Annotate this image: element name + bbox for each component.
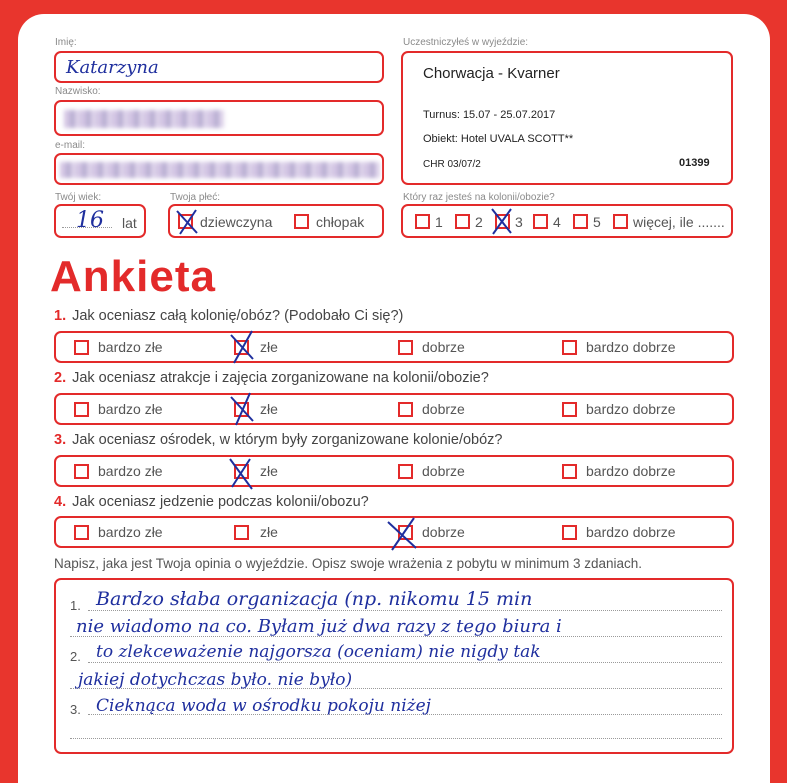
question-2 bbox=[54, 370, 489, 386]
imie-label: Imię: bbox=[55, 37, 77, 48]
opinion-line bbox=[70, 738, 722, 739]
redacted-surname bbox=[64, 110, 224, 128]
q4-option-bardzo-dobrze: bardzo dobrze bbox=[586, 524, 676, 540]
checkbox-raz-5[interactable] bbox=[573, 214, 588, 229]
email-field[interactable] bbox=[54, 153, 384, 185]
checkbox-q3-dobrze[interactable] bbox=[398, 464, 413, 479]
trip-obiekt: Obiekt: Hotel UVALA SCOTT** bbox=[423, 133, 574, 145]
question-1 bbox=[54, 308, 403, 324]
nazwisko-field[interactable] bbox=[54, 100, 384, 136]
trip-code: CHR 03/07/2 bbox=[423, 159, 481, 170]
opinion-handwriting-2: nie wiadomo na co. Byłam już dwa razy z tego biura i bbox=[76, 616, 562, 637]
opinion-handwriting-4: jakiej dotychczas było. nie było) bbox=[78, 670, 353, 690]
question-3-number: 3. bbox=[54, 432, 67, 448]
ktory-raz-field bbox=[401, 204, 733, 238]
raz-option-5: 5 bbox=[593, 214, 601, 230]
checkbox-q1-bardzo-dobrze[interactable] bbox=[562, 340, 577, 355]
checkbox-raz-2[interactable] bbox=[455, 214, 470, 229]
opinion-line bbox=[88, 662, 722, 663]
rating-row-3 bbox=[54, 455, 734, 487]
raz-option-3: 3 bbox=[515, 214, 523, 230]
q3-option-bardzo-dobrze: bardzo dobrze bbox=[586, 463, 676, 479]
raz-option-1: 1 bbox=[435, 214, 443, 230]
rating-row-2 bbox=[54, 393, 734, 425]
cross-mark-icon bbox=[174, 208, 200, 236]
opinion-prompt: Napisz, jaka jest Twoja opinia o wyjeździe. Opisz swoje wrażenia z pobytu w minimum 3 zdaniach. bbox=[54, 556, 643, 571]
cross-mark-icon bbox=[228, 391, 256, 429]
wiek-field[interactable] bbox=[54, 204, 146, 238]
question-4-text: Jak oceniasz jedzenie podczas kolonii/obozu? bbox=[72, 494, 369, 510]
q3-option-dobrze: dobrze bbox=[422, 463, 465, 479]
raz-option-4: 4 bbox=[553, 214, 561, 230]
checkbox-q2-bardzo-dobrze[interactable] bbox=[562, 402, 577, 417]
cross-mark-icon bbox=[226, 455, 256, 493]
opinion-number-2: 2. bbox=[70, 649, 81, 664]
question-3 bbox=[54, 432, 502, 448]
question-4-number: 4. bbox=[54, 494, 67, 510]
checkbox-q1-dobrze[interactable] bbox=[398, 340, 413, 355]
question-1-text: Jak oceniasz całą kolonię/obóz? (Podobało Ci się?) bbox=[72, 308, 404, 324]
rating-row-1 bbox=[54, 331, 734, 363]
opinion-box[interactable] bbox=[54, 578, 734, 754]
checkbox-q1-bardzo-zle[interactable] bbox=[74, 340, 89, 355]
opinion-number-3: 3. bbox=[70, 702, 81, 717]
q2-option-dobrze: dobrze bbox=[422, 401, 465, 417]
question-1-number: 1. bbox=[54, 308, 67, 324]
wiek-value: 16 bbox=[76, 208, 104, 233]
q1-option-dobrze: dobrze bbox=[422, 339, 465, 355]
checkbox-q4-zle[interactable] bbox=[234, 525, 249, 540]
opinion-handwriting-3: to zlekceważenie najgorsza (oceniam) nie nigdy tak bbox=[96, 642, 541, 662]
ktory-raz-label: Który raz jesteś na kolonii/obozie? bbox=[403, 192, 555, 203]
opinion-handwriting-1: Bardzo słaba organizacja (np. nikomu 15 min bbox=[96, 588, 533, 610]
cross-mark-icon bbox=[489, 206, 515, 236]
checkbox-q2-dobrze[interactable] bbox=[398, 402, 413, 417]
opinion-number-1: 1. bbox=[70, 598, 81, 613]
q1-option-bardzo-zle: bardzo złe bbox=[98, 339, 163, 355]
question-2-text: Jak oceniasz atrakcje i zajęcia zorganizowane na kolonii/obozie? bbox=[72, 370, 489, 386]
checkbox-raz-wiecej[interactable] bbox=[613, 214, 628, 229]
survey-title: Ankieta bbox=[50, 252, 216, 301]
wiek-label: Twój wiek: bbox=[55, 192, 102, 203]
plec-field bbox=[168, 204, 384, 238]
plec-option-dziewczyna: dziewczyna bbox=[200, 214, 273, 230]
plec-label: Twoja płeć: bbox=[170, 192, 221, 203]
q2-option-bardzo-dobrze: bardzo dobrze bbox=[586, 401, 676, 417]
checkbox-q2-bardzo-zle[interactable] bbox=[74, 402, 89, 417]
q4-option-bardzo-zle: bardzo złe bbox=[98, 524, 163, 540]
raz-option-2: 2 bbox=[475, 214, 483, 230]
q3-option-zle: złe bbox=[260, 463, 278, 479]
q4-option-zle: złe bbox=[260, 524, 278, 540]
raz-option-wiecej: więcej, ile ....... bbox=[633, 214, 725, 230]
trip-turnus: Turnus: 15.07 - 25.07.2017 bbox=[423, 109, 556, 121]
imie-field[interactable] bbox=[54, 51, 384, 83]
q1-option-zle: złe bbox=[260, 339, 278, 355]
checkbox-q3-bardzo-zle[interactable] bbox=[74, 464, 89, 479]
checkbox-q3-bardzo-dobrze[interactable] bbox=[562, 464, 577, 479]
email-label: e-mail: bbox=[55, 140, 86, 151]
wiek-unit: lat bbox=[122, 215, 137, 231]
plec-option-chlopak: chłopak bbox=[316, 214, 365, 230]
checkbox-q4-bardzo-zle[interactable] bbox=[74, 525, 89, 540]
q2-option-zle: złe bbox=[260, 401, 278, 417]
nazwisko-label: Nazwisko: bbox=[55, 86, 101, 97]
trip-number: 01399 bbox=[679, 157, 710, 169]
question-4 bbox=[54, 494, 369, 510]
cross-mark-icon bbox=[228, 329, 256, 367]
q3-option-bardzo-zle: bardzo złe bbox=[98, 463, 163, 479]
opinion-line bbox=[88, 610, 722, 611]
question-2-number: 2. bbox=[54, 370, 67, 386]
trip-info-box bbox=[401, 51, 733, 185]
cross-mark-icon bbox=[384, 516, 420, 554]
checkbox-raz-4[interactable] bbox=[533, 214, 548, 229]
checkbox-q4-bardzo-dobrze[interactable] bbox=[562, 525, 577, 540]
opinion-handwriting-5: Cieknąca woda w ośrodku pokoju niżej bbox=[96, 696, 431, 716]
checkbox-chlopak[interactable] bbox=[294, 214, 309, 229]
q4-option-dobrze: dobrze bbox=[422, 524, 465, 540]
rating-row-4 bbox=[54, 516, 734, 548]
imie-value: Katarzyna bbox=[66, 57, 159, 78]
redacted-email bbox=[60, 162, 380, 178]
checkbox-raz-1[interactable] bbox=[415, 214, 430, 229]
uczestnictwo-label: Uczestniczyłeś w wyjeździe: bbox=[403, 37, 529, 48]
question-3-text: Jak oceniasz ośrodek, w którym były zorganizowane kolonie/obóz? bbox=[72, 432, 503, 448]
trip-title: Chorwacja - Kvarner bbox=[423, 65, 560, 82]
q1-option-bardzo-dobrze: bardzo dobrze bbox=[586, 339, 676, 355]
q2-option-bardzo-zle: bardzo złe bbox=[98, 401, 163, 417]
